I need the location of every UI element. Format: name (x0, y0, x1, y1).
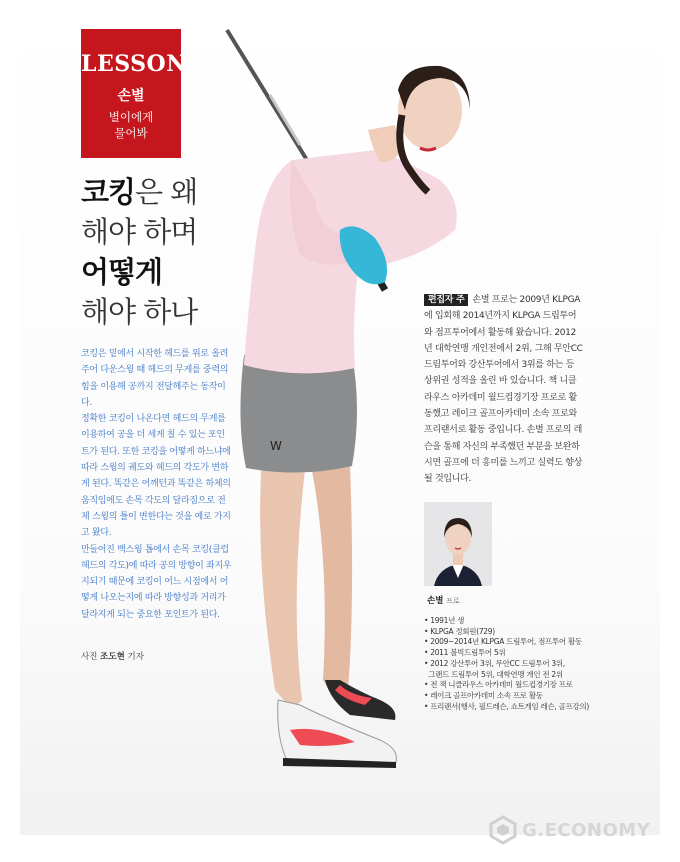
profile-name (427, 594, 460, 606)
lesson-subtitle (81, 109, 181, 141)
bullet-item: • 1991년 생 (424, 616, 465, 625)
bullet-item: • 2011 볼빅드림투어 5위 (424, 648, 506, 658)
lesson-subtitle-line: 별이에게 (108, 110, 154, 124)
bullet-item: 그랜드 드림투어 5위, 대학연맹 개인 전 2위 (428, 669, 563, 679)
credit-name: 조도현 (100, 652, 125, 662)
headline-line4: 해야 하나 (81, 295, 198, 329)
article-headline (81, 172, 197, 332)
watermark (488, 813, 650, 847)
editor-note-text: 손별 프로는 2009년 KLPGA에 입회해 2014년까지 KLPGA 드림투어와 점프투어에서 활동해 왔습니다. 2012년 대학연맹 개인전에서 2위, 그해 무안CC 드림투어와 강산투어에서 3위를 하는 등 상위권 성적을 올린 바 있습니다. 책 니클라우스 아카데미 월드컵경기장 프로로 활동했고 레이크 골프아카데미 소속 프로와 프리랜서로 활동 중입니다. 손별 프로의 레슨을 통해 자신의 부족했던 부분을 보완하시면 골프에 더 흥미를 느끼고 실력도 향상될 것입니다. (424, 295, 583, 485)
watermark-text: G.ECONOMY (522, 819, 651, 841)
body-paragraph: 코킹은 밑에서 시작한 헤드를 위로 올려주어 다운스윙 때 헤드의 무게를 중력의 힘을 이용해 공까지 전달해주는 동작이다. (81, 349, 229, 408)
golf-club-shaft (227, 30, 318, 178)
bullet-item: • KLPGA 정회원(729) (424, 626, 495, 636)
bullet-item: • 프리랜서(행사, 필드레슨, 쇼트게임 레슨, 골프강의) (424, 701, 589, 711)
lesson-badge (81, 29, 187, 158)
right-leg (310, 460, 352, 700)
bullet-item: • 전 잭 니클라우스 아카데미 월드컵경기장 프로 (424, 680, 573, 690)
body-paragraph: 만들어진 백스윙 톱에서 손목 코킹(클럽헤드의 각도)에 따라 공의 방향이 좌지우지되기 때문에 코킹이 어느 시점에서 어떻게 나오는지에 따라 방향성과 거리가 달라지게 되는 중요한 포인트가 된다. (81, 544, 232, 620)
lesson-title: LESSON (81, 51, 187, 77)
profile-photo (424, 502, 492, 586)
editor-note-tag: 편집자 주 (424, 294, 468, 306)
photo-credit (81, 650, 144, 662)
credit-suffix: 기자 (127, 652, 144, 662)
profile-bullets (424, 616, 614, 712)
profile-name-text: 손별 (427, 596, 444, 606)
svg-text:W: W (270, 439, 282, 453)
bullet-item: • 레이크 골프아카데미 소속 프로 활동 (424, 690, 543, 700)
editor-note (424, 292, 584, 488)
lesson-name: 손별 (117, 88, 145, 104)
article-body (81, 346, 233, 623)
headline-line2: 해야 하며 (81, 215, 198, 249)
body-paragraph: 정확한 코킹이 나온다면 헤드의 무게를 이용하여 공을 더 세게 칠 수 있는 포인트가 된다. 또한 코킹을 어떻게 하느냐에 따라 스윙의 궤도와 헤드의 각도가 변하게 된다. 똑같은 어깨턴과 똑같은 하체의 움직임에도 손목 각도의 달라짐으로 전체 스윙의 틀이 변한다는 것을 예로 가지고 왔다. (81, 414, 231, 539)
g-economy-logo-icon (488, 815, 518, 845)
bullet-item: • 2012 강산투어 3위, 무안CC 드림투어 3위, (424, 658, 565, 668)
left-leg (260, 455, 305, 710)
headline-keyword: 코킹 (81, 175, 136, 209)
lesson-subtitle-line: 물어봐 (114, 126, 148, 140)
headline-line1-rest: 은 왜 (135, 175, 198, 209)
headline-line3: 어떻게 (81, 255, 163, 289)
credit-prefix: 사진 (81, 652, 98, 662)
bullet-item: • 2009~2014년 KLPGA 드림투어, 점프투어 활동 (424, 637, 582, 647)
profile-title: 프로 (446, 597, 460, 605)
